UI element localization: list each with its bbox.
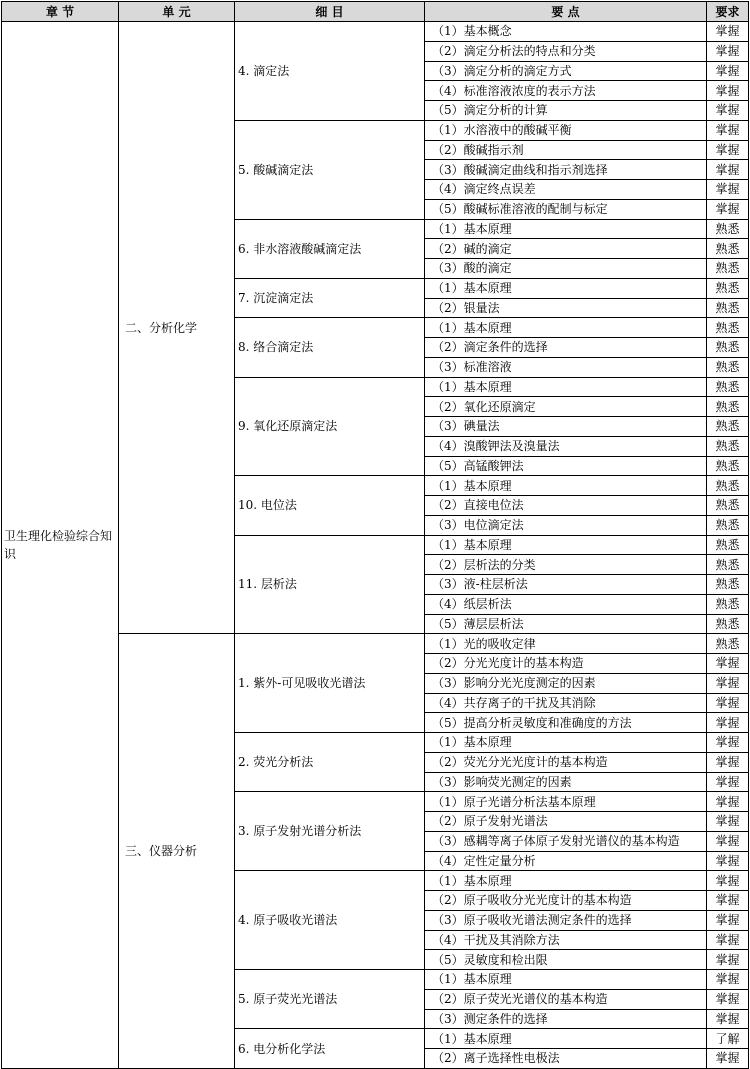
- point-cell: （1）基本原理: [425, 1029, 707, 1049]
- point-cell: （2）离子选择性电极法: [425, 1049, 707, 1069]
- item-cell: 5. 酸碱滴定法: [235, 120, 425, 219]
- point-cell: （1）原子光谱分析法基本原理: [425, 792, 707, 812]
- requirement-cell: 掌握: [707, 910, 749, 930]
- point-cell: （2）滴定分析法的特点和分类: [425, 41, 707, 61]
- point-cell: （1）基本原理: [425, 871, 707, 891]
- unit-cell: 三、仪器分析: [119, 634, 235, 1069]
- requirement-cell: 掌握: [707, 812, 749, 832]
- chapter-cell: 卫生理化检验综合知识: [2, 22, 119, 1069]
- unit-cell: 二、分析化学: [119, 22, 235, 634]
- point-cell: （5）高锰酸钾法: [425, 456, 707, 476]
- point-cell: （2）分光光度计的基本构造: [425, 654, 707, 674]
- point-cell: （5）灵敏度和检出限: [425, 950, 707, 970]
- point-cell: （2）原子发射光谱法: [425, 812, 707, 832]
- requirement-cell: 熟悉: [707, 496, 749, 516]
- item-cell: 11. 层析法: [235, 535, 425, 634]
- requirement-cell: 熟悉: [707, 515, 749, 535]
- header-item: 细 目: [235, 2, 425, 22]
- item-cell: 10. 电位法: [235, 476, 425, 535]
- point-cell: （4）溴酸钾法及溴量法: [425, 436, 707, 456]
- point-cell: （4）标准溶液浓度的表示方法: [425, 81, 707, 101]
- requirement-cell: 熟悉: [707, 594, 749, 614]
- requirement-cell: 熟悉: [707, 278, 749, 298]
- point-cell: （4）定性定量分析: [425, 851, 707, 871]
- point-cell: （3）感耦等离子体原子发射光谱仪的基本构造: [425, 831, 707, 851]
- point-cell: （1）基本原理: [425, 278, 707, 298]
- item-cell: 1. 紫外-可见吸收光谱法: [235, 634, 425, 733]
- requirement-cell: 掌握: [707, 120, 749, 140]
- requirement-cell: 掌握: [707, 831, 749, 851]
- requirement-cell: 了解: [707, 1029, 749, 1049]
- requirement-cell: 熟悉: [707, 259, 749, 279]
- point-cell: （3）影响分光光度测定的因素: [425, 673, 707, 693]
- item-cell: 4. 原子吸收光谱法: [235, 871, 425, 970]
- item-cell: 4. 滴定法: [235, 22, 425, 121]
- point-cell: （3）原子吸收光谱法测定条件的选择: [425, 910, 707, 930]
- requirement-cell: 掌握: [707, 22, 749, 42]
- requirement-cell: 掌握: [707, 891, 749, 911]
- requirement-cell: 熟悉: [707, 535, 749, 555]
- point-cell: （2）层析法的分类: [425, 555, 707, 575]
- point-cell: （3）碘量法: [425, 417, 707, 437]
- requirement-cell: 熟悉: [707, 476, 749, 496]
- table-header: [2, 2, 749, 22]
- point-cell: （4）干扰及其消除方法: [425, 930, 707, 950]
- point-cell: （5）酸碱标准溶液的配制与标定: [425, 199, 707, 219]
- requirement-cell: 掌握: [707, 693, 749, 713]
- requirement-cell: 熟悉: [707, 436, 749, 456]
- header-row: [2, 2, 749, 22]
- point-cell: （3）测定条件的选择: [425, 1009, 707, 1029]
- item-cell: 7. 沉淀滴定法: [235, 278, 425, 318]
- requirement-cell: 熟悉: [707, 239, 749, 259]
- point-cell: （2）酸碱指示剂: [425, 140, 707, 160]
- point-cell: （1）基本概念: [425, 22, 707, 42]
- requirement-cell: 掌握: [707, 160, 749, 180]
- requirement-cell: 熟悉: [707, 575, 749, 595]
- point-cell: （1）基本原理: [425, 733, 707, 753]
- header-requirement: 要求: [707, 2, 749, 22]
- point-cell: （2）直接电位法: [425, 496, 707, 516]
- requirement-cell: 掌握: [707, 61, 749, 81]
- point-cell: （2）滴定条件的选择: [425, 338, 707, 358]
- point-cell: （1）基本原理: [425, 318, 707, 338]
- requirement-cell: 熟悉: [707, 377, 749, 397]
- point-cell: （1）光的吸收定律: [425, 634, 707, 654]
- header-unit: 单 元: [119, 2, 235, 22]
- item-cell: 8. 络合滴定法: [235, 318, 425, 377]
- requirement-cell: 熟悉: [707, 555, 749, 575]
- point-cell: （3）电位滴定法: [425, 515, 707, 535]
- point-cell: （1）基本原理: [425, 377, 707, 397]
- header-point: 要 点: [425, 2, 707, 22]
- point-cell: （2）氧化还原滴定: [425, 397, 707, 417]
- point-cell: （1）基本原理: [425, 219, 707, 239]
- requirement-cell: 掌握: [707, 101, 749, 121]
- requirement-cell: 掌握: [707, 199, 749, 219]
- requirement-cell: 掌握: [707, 713, 749, 733]
- requirement-cell: 掌握: [707, 970, 749, 990]
- point-cell: （1）水溶液中的酸碱平衡: [425, 120, 707, 140]
- point-cell: （3）酸碱滴定曲线和指示剂选择: [425, 160, 707, 180]
- requirement-cell: 掌握: [707, 673, 749, 693]
- point-cell: （3）标准溶液: [425, 357, 707, 377]
- point-cell: （4）纸层析法: [425, 594, 707, 614]
- item-cell: 6. 电分析化学法: [235, 1029, 425, 1069]
- requirement-cell: 掌握: [707, 792, 749, 812]
- item-cell: 2. 荧光分析法: [235, 733, 425, 792]
- requirement-cell: 熟悉: [707, 298, 749, 318]
- requirement-cell: 掌握: [707, 733, 749, 753]
- point-cell: （5）滴定分析的计算: [425, 101, 707, 121]
- header-chapter: 章 节: [2, 2, 119, 22]
- requirement-cell: 熟悉: [707, 357, 749, 377]
- table-row: [2, 22, 749, 42]
- requirement-cell: 熟悉: [707, 219, 749, 239]
- point-cell: （2）碱的滴定: [425, 239, 707, 259]
- requirement-cell: 熟悉: [707, 318, 749, 338]
- syllabus-table: [1, 1, 749, 1069]
- requirement-cell: 掌握: [707, 930, 749, 950]
- requirement-cell: 掌握: [707, 989, 749, 1009]
- item-cell: 3. 原子发射光谱分析法: [235, 792, 425, 871]
- requirement-cell: 掌握: [707, 81, 749, 101]
- point-cell: （4）共存离子的干扰及其消除: [425, 693, 707, 713]
- requirement-cell: 掌握: [707, 1049, 749, 1069]
- point-cell: （1）基本原理: [425, 535, 707, 555]
- requirement-cell: 熟悉: [707, 614, 749, 634]
- requirement-cell: 熟悉: [707, 397, 749, 417]
- requirement-cell: 掌握: [707, 654, 749, 674]
- point-cell: （2）银量法: [425, 298, 707, 318]
- requirement-cell: 掌握: [707, 41, 749, 61]
- point-cell: （2）荧光分光光度计的基本构造: [425, 752, 707, 772]
- point-cell: （2）原子荧光光谱仪的基本构造: [425, 989, 707, 1009]
- point-cell: （3）酸的滴定: [425, 259, 707, 279]
- table-body: [2, 22, 749, 1069]
- requirement-cell: 熟悉: [707, 634, 749, 654]
- point-cell: （2）原子吸收分光光度计的基本构造: [425, 891, 707, 911]
- point-cell: （3）液-柱层析法: [425, 575, 707, 595]
- item-cell: 5. 原子荧光光谱法: [235, 970, 425, 1029]
- requirement-cell: 掌握: [707, 871, 749, 891]
- point-cell: （3）滴定分析的滴定方式: [425, 61, 707, 81]
- item-cell: 6. 非水溶液酸碱滴定法: [235, 219, 425, 278]
- requirement-cell: 掌握: [707, 140, 749, 160]
- point-cell: （5）薄层层析法: [425, 614, 707, 634]
- point-cell: （1）基本原理: [425, 970, 707, 990]
- requirement-cell: 掌握: [707, 180, 749, 200]
- point-cell: （5）提高分析灵敏度和准确度的方法: [425, 713, 707, 733]
- point-cell: （1）基本原理: [425, 476, 707, 496]
- requirement-cell: 掌握: [707, 1009, 749, 1029]
- requirement-cell: 掌握: [707, 950, 749, 970]
- requirement-cell: 熟悉: [707, 338, 749, 358]
- requirement-cell: 熟悉: [707, 417, 749, 437]
- point-cell: （4）滴定终点误差: [425, 180, 707, 200]
- requirement-cell: 掌握: [707, 772, 749, 792]
- item-cell: 9. 氧化还原滴定法: [235, 377, 425, 476]
- point-cell: （3）影响荧光测定的因素: [425, 772, 707, 792]
- requirement-cell: 掌握: [707, 851, 749, 871]
- requirement-cell: 掌握: [707, 752, 749, 772]
- requirement-cell: 熟悉: [707, 456, 749, 476]
